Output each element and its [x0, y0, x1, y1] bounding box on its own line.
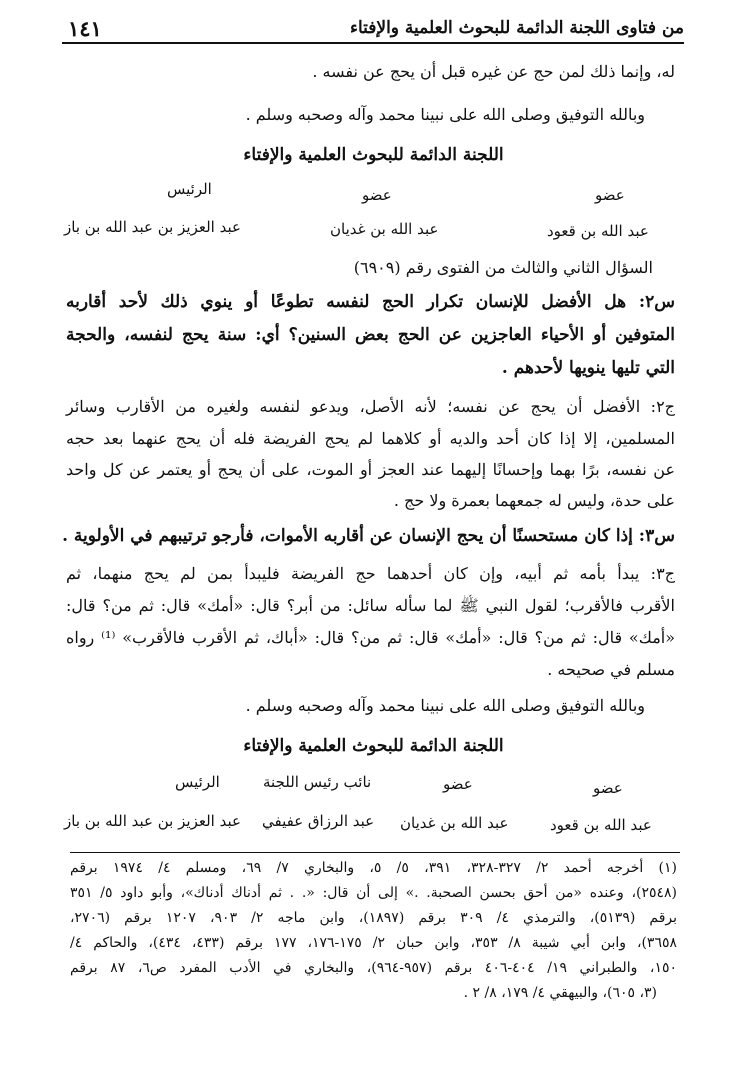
footnote-line: (٣، ٦٠٥)، والبيهقي ٤/ ١٧٩، ٨/ ٢ .	[463, 985, 657, 1001]
chair-role: الرئيس	[167, 180, 212, 198]
chair-name: عبد العزيز بن عبد الله بن باز	[64, 812, 241, 830]
footnote-line: (٢٥٤٨)، وعنده «من أحق بحسن الصحبة. .» إلى أن قال: «. . ثم أدناك أدناك»، وأبو داود ٥/ ٣٥١	[70, 885, 677, 901]
committee-heading: اللجنة الدائمة للبحوث العلمية والإفتاء	[243, 145, 504, 165]
footnote-line: ١٥٠، والطبراني ١٩/ ٤٠٤-٤٠٦ برقم (٩٥٧-٩٦٤)، والبخاري في الأدب المفرد ص٦، ٨٧ برقم	[70, 960, 677, 976]
answer-2-line: على حدة، وليس له جمعهما بعمرة ولا حج .	[393, 491, 675, 510]
answer-3-line: الأقرب فالأقرب؛ لقول النبي ﷺ لما سأله سائل: من أبر؟ قال: «أمك» قال: ثم من؟ قال:	[66, 596, 676, 615]
closing-line: وبالله التوفيق وصلى الله على نبينا محمد وآله وصحبه وسلم .	[245, 696, 645, 715]
member-role: عضو	[362, 186, 392, 204]
member-role: عضو	[593, 779, 623, 797]
footnote-divider	[70, 852, 680, 853]
member-role: عضو	[595, 186, 625, 204]
answer-3-line: «أمك» قال: ثم من؟ قال: «أمك» قال: ثم من؟ قال: «أباك، ثم الأقرب فالأقرب» ⁽¹⁾ رواه	[66, 628, 676, 647]
footnote-line: ٣٦٥٨)، وابن أبي شيبة ٨/ ٣٥٣، وابن حبان ٢/ ١٧٥-١٧٦، ١٧٧ برقم (٤٣٣، ٤٣٤)، والحاكم ٤/	[70, 935, 677, 951]
member-name: عبد الله بن غديان	[330, 220, 439, 238]
text-line: له، وإنما ذلك لمن حج عن غيره قبل أن يحج عن نفسه .	[312, 62, 675, 81]
answer-2-line: عن نفسه، برًا بهما وإحسانًا إليهما عند العجز أو الموت، على أن يحج أو يعتمر عن كل واحد	[66, 460, 675, 479]
page-number: ١٤١	[68, 16, 102, 41]
question-reference: السؤال الثاني والثالث من الفتوى رقم (٦٩٠٩)	[353, 258, 653, 277]
answer-2-line: المسلمين، إلا إذا كان أحد والديه أو كلاهما لم يحج الفريضة فله أن يحج عنهما بعد حجه	[66, 429, 675, 448]
member-name: عبد الله بن غديان	[400, 814, 509, 832]
question-2-line: التي تليها ينويها لأحدهم .	[501, 358, 675, 378]
header-title: من فتاوى اللجنة الدائمة للبحوث العلمية والإفتاء	[349, 18, 684, 38]
chair-name: عبد العزيز بن عبد الله بن باز	[64, 218, 241, 236]
running-header	[62, 18, 684, 44]
footnote-line: برقم (٥١٣٩)، والترمذي ٤/ ٣٠٩ برقم (١٨٩٧)، وابن ماجه ٢/ ٩٠٣، ١٢٠٧ برقم (٢٧٠٦،	[70, 910, 678, 926]
member-name: عبد الله بن قعود	[550, 816, 652, 834]
member-name: عبد الله بن قعود	[547, 222, 649, 240]
closing-line: وبالله التوفيق وصلى الله على نبينا محمد وآله وصحبه وسلم .	[245, 105, 645, 124]
question-3-line: س٣: إذا كان مستحسنًا أن يحج الإنسان عن أقاربه الأموات، فأرجو ترتيبهم في الأولوية .	[62, 526, 675, 546]
footnote-line: (١) أخرجه أحمد ٢/ ٣٢٧-٣٢٨، ٣٩١، ٥/ ٥، والبخاري ٧/ ٦٩، ومسلم ٤/ ١٩٧٤ برقم	[70, 860, 678, 876]
committee-heading: اللجنة الدائمة للبحوث العلمية والإفتاء	[243, 736, 504, 756]
member-role: عضو	[443, 775, 473, 793]
answer-3-line: ج٣: يبدأ بأمه ثم أبيه، وإن كان أحدهما حج الفريضة فليبدأ بمن لم يحج منهما، ثم	[66, 564, 675, 583]
answer-3-line: مسلم في صحيحه .	[547, 660, 675, 679]
answer-2-line: ج٢: الأفضل أن يحج عن نفسه؛ لأنه الأصل، ويدعو لنفسه ولغيره من الأقارب وسائر	[66, 397, 675, 416]
vice-chair-name: عبد الرزاق عفيفي	[262, 812, 375, 830]
question-2-line: س٢: هل الأفضل للإنسان تكرار الحج لنفسه تطوعًا أو ينوي ذلك لأحد أقاربه	[66, 292, 675, 312]
chair-role: الرئيس	[175, 773, 220, 791]
vice-chair-role: نائب رئيس اللجنة	[263, 773, 372, 791]
question-2-line: المتوفين أو الأحياء العاجزين عن الحج بعض السنين؟ أي: سنة يحج لنفسه، والحجة	[66, 325, 675, 345]
